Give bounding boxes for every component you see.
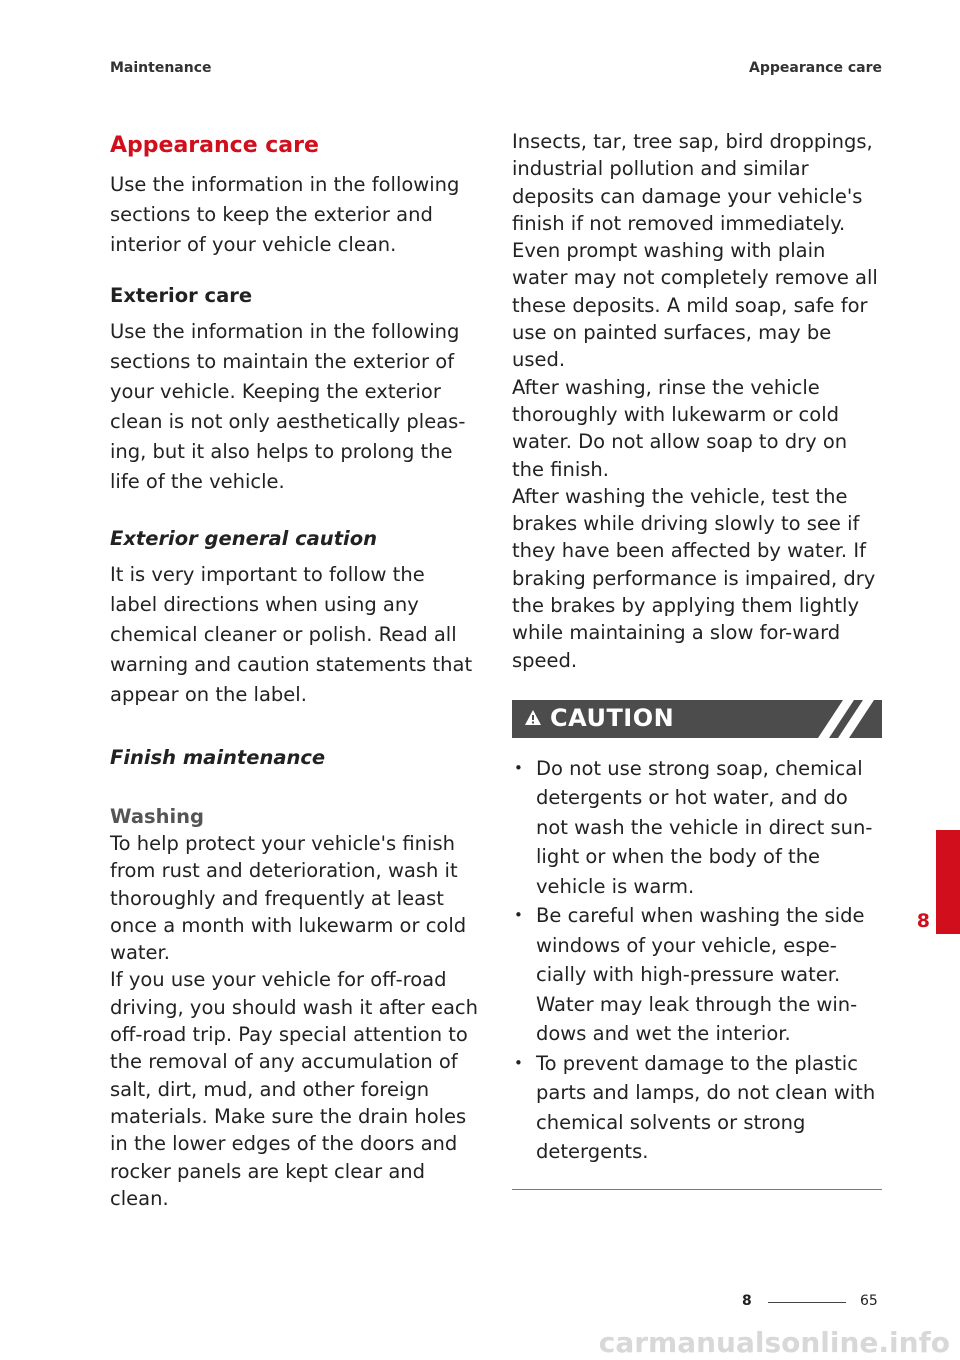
watermark: carmanualsonline.info — [598, 1326, 950, 1359]
exterior-care-heading: Exterior care — [110, 284, 253, 307]
footer-rule — [768, 1302, 846, 1303]
page-number: 65 — [860, 1293, 878, 1309]
caution-label: CAUTION — [550, 703, 675, 732]
caution-banner — [512, 700, 882, 738]
footer-chapter-number: 8 — [742, 1293, 752, 1309]
warning-triangle-icon — [524, 709, 542, 726]
brakes-paragraph: After washing the vehicle, test the brakes while driving slowly to see if they have been affected by water. If braking performance is impaired, dry the brakes by applying them lightly while maintaining a slow for-ward speed. — [512, 484, 876, 672]
exterior-care-paragraph: Use the information in the following sections to maintain the exterior of your vehicle. Keeping the exterior clean is not only aesthetically pleas-ing, but it also helps to prolong the life of the vehicle. — [110, 320, 466, 493]
deposits-paragraph: Insects, tar, tree sap, bird droppings, industrial pollution and similar deposits can damage your vehicle's finish if not removed immediately. Even prompt washing with plain water may not completely remove all these deposits. A mild soap, safe for use on painted surfaces, may be used. — [512, 130, 878, 372]
running-header-section: Maintenance — [110, 60, 212, 76]
chapter-tab-number: 8 — [916, 910, 930, 932]
caution-item-sun: • Do not use strong soap, chemical detergents or hot water, and do not wash the vehicle in direct sun-light or when the body of the vehicle is warm. — [512, 754, 882, 902]
caution-list — [512, 754, 882, 1167]
washing-paragraph-1: To help protect your vehicle's finish from rust and deterioration, wash it thoroughly and frequently at least once a month with lukewarm or cold water. — [110, 832, 467, 965]
caution-end-rule — [512, 1189, 882, 1190]
intro-paragraph: Use the information in the following sections to keep the exterior and interior of your vehicle clean. — [110, 173, 460, 256]
finish-maintenance-heading: Finish maintenance — [110, 746, 326, 769]
chapter-tab — [936, 830, 960, 934]
washing-heading: Washing — [110, 805, 204, 828]
caution-stripes-decoration — [802, 700, 882, 738]
right-column — [512, 128, 882, 1190]
rinse-paragraph: After washing, rinse the vehicle thoroughly with lukewarm or cold water. Do not allow soap to dry on the finish. — [512, 375, 848, 481]
caution-item-windows: • Be careful when washing the side windows of your vehicle, espe-cially with high-pressure water. Water may leak through the win-dows and wet the interior. — [512, 901, 882, 1049]
washing-paragraph-2: If you use your vehicle for off-road driving, you should wash it after each off-road trip. Pay special attention to the removal of any accumulation of salt, dirt, mud, and other foreign materials. Make sure the drain holes in the lower edges of the doors and rocker panels are kept clear and clean. — [110, 968, 478, 1210]
exterior-caution-paragraph: It is very important to follow the label directions when using any chemical cleaner or polish. Read all warning and caution statements that appear on the label. — [110, 563, 473, 706]
caution-item-plastic: • To prevent damage to the plastic parts and lamps, do not clean with chemical solvents or strong detergents. — [512, 1049, 882, 1167]
running-header-topic: Appearance care — [749, 60, 882, 76]
left-column — [110, 128, 478, 1212]
section-title: Appearance care — [110, 133, 319, 158]
exterior-caution-heading: Exterior general caution — [110, 527, 377, 550]
